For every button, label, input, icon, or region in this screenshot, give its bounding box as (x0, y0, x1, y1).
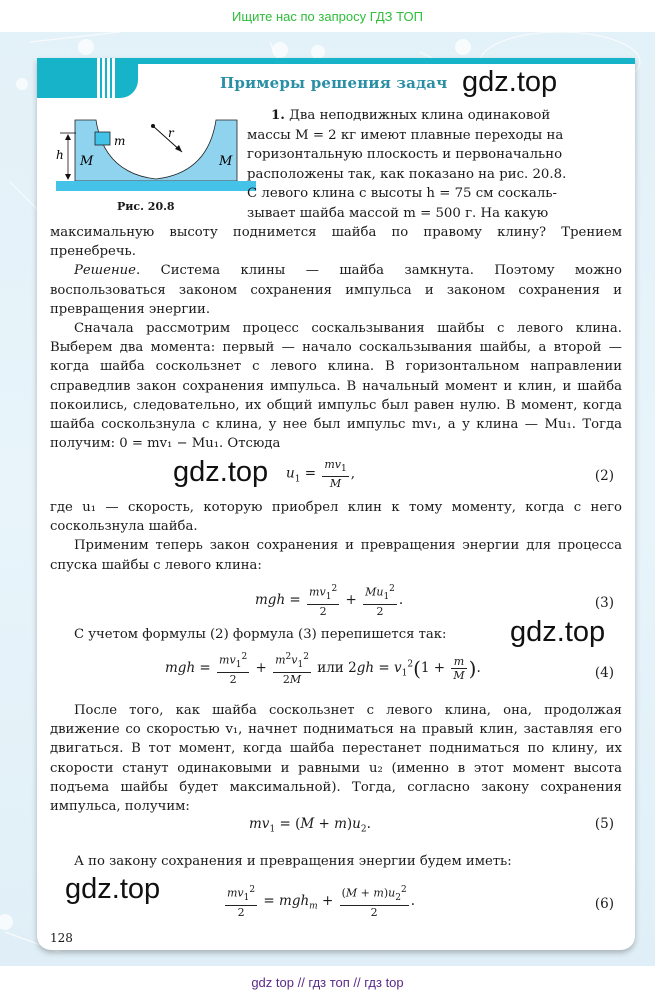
problem-line: массы M = 2 кг имеют плавные переходы на (247, 127, 564, 143)
equation-number: (6) (594, 896, 614, 912)
solution-label: Решение (74, 263, 136, 279)
equation-4: mgh = $\frac{mv_1^2}{2}$ + $\frac{m^2v_1^2}{2M}$ или $2gh = v_1^2(1$ + $\frac{m}{M}$ ). (165, 652, 481, 686)
header-accent-block (37, 58, 138, 98)
problem-line: горизонтальную плоскость и первоначально (247, 147, 563, 162)
problem-line: С левого клина с высоты h = 75 см соскаль- (247, 186, 558, 201)
problem-number: 1. (271, 108, 285, 123)
watermark: gdz.top (510, 616, 606, 648)
label-r: r (168, 126, 174, 140)
label-right-M: M (219, 154, 233, 169)
section-title: Примеры решения задач (220, 74, 448, 92)
text-block: С учетом формулы (2) формула (3) перепишется так: (74, 627, 447, 642)
bottom-banner: gdz top // гдз топ // гдз top (251, 975, 404, 990)
equation-number: (4) (594, 665, 614, 681)
problem-line: Два неподвижных клина одинаковой (289, 108, 551, 123)
paragraph: Применим теперь закон сохранения и превращения энергии для процесса спуска шайбы с левого клина: (50, 538, 622, 573)
figure-20-8 (56, 115, 256, 195)
watermark: gdz.top (462, 66, 558, 98)
text-block (50, 498, 622, 575)
paragraph-text: . Система клины — шайба замкнута. Поэтому можно воспользоваться законом сохранения импульса и законом сохранения и превращения энергии. (50, 263, 622, 317)
textbook-page (37, 58, 635, 950)
problem-statement (247, 106, 623, 223)
paragraph: максимальную высоту поднимется шайба по правому клину? Трением пренебречь. (50, 225, 622, 260)
paragraph: После того, как шайба соскользнет с левого клина, она, продолжая движение со скоростью v₁, начнет подниматься на правый клин, заставляя его двигаться. В тот момент, когда шайба перестанет подниматься по клину, их скорости станут одинаковыми и равными u₂ (именно в этот момент высота подъема шайбы будет максимальной). Тогда, согласно закону сохранения импульса, получим: (50, 703, 622, 815)
problem-line: зывает шайба массой m = 500 г. На какую (247, 205, 549, 221)
header-stripes (97, 58, 121, 98)
equation-number: (5) (594, 816, 614, 832)
figure-caption: Рис. 20.8 (117, 200, 175, 213)
text-block (50, 701, 622, 816)
text-block: А по закону сохранения и превращения энергии будем иметь: (74, 854, 512, 869)
equation-number: (2) (594, 468, 614, 484)
problem-continuation (50, 223, 622, 453)
label-h: h (56, 148, 64, 162)
problem-line: расположены так, как показано на рис. 20.8. (247, 166, 567, 182)
equation-number: (3) (594, 595, 614, 611)
label-m: m (114, 134, 126, 148)
page-number: 128 (50, 931, 73, 945)
solution-paragraph (50, 261, 622, 319)
paragraph: где u₁ — скорость, которую приобрел клин к тому моменту, когда с него соскользнула шайба. (50, 500, 622, 535)
label-left-M: M (80, 154, 94, 169)
top-banner: Ищите нас по запросу ГДЗ ТОП (232, 9, 423, 24)
equation-conjunction: или (317, 659, 344, 676)
watermark: gdz.top (173, 456, 269, 488)
paragraph: Сначала рассмотрим процесс соскальзывания шайбы с левого клина. Выберем два момента: первый — начало соскальзывания шайбы, а второй — когда шайба соскользнет с левого клина. В горизонтальном направлении справедлив закон сохранения импульса. В начальный момент и клин, и шайба покоились, следовательно, их общий импульс был равен нулю. В момент, когда шайба соскользнула с клина, у нее был импульс mv₁, а у клина — Mu₁. Тогда получим: 0 = mv₁ − Mu₁. Отсюда (50, 321, 622, 452)
equation-5: $mv_1 = (M + m)u_2$. (249, 816, 371, 835)
equation-6: $\frac{mv_1^2}{2}$ = mgh$_m$ + $\frac{(M + m)u_2^2}{2}$ . (227, 885, 415, 919)
equation-3: mgh = $\frac{mv_1^2}{2}$ + $\frac{Mu_1^2}{2}$ . (255, 584, 404, 618)
equation-2: $u_1$ = $\frac{mv_1}{M}$ , (286, 458, 356, 491)
watermark: gdz.top (65, 873, 161, 905)
